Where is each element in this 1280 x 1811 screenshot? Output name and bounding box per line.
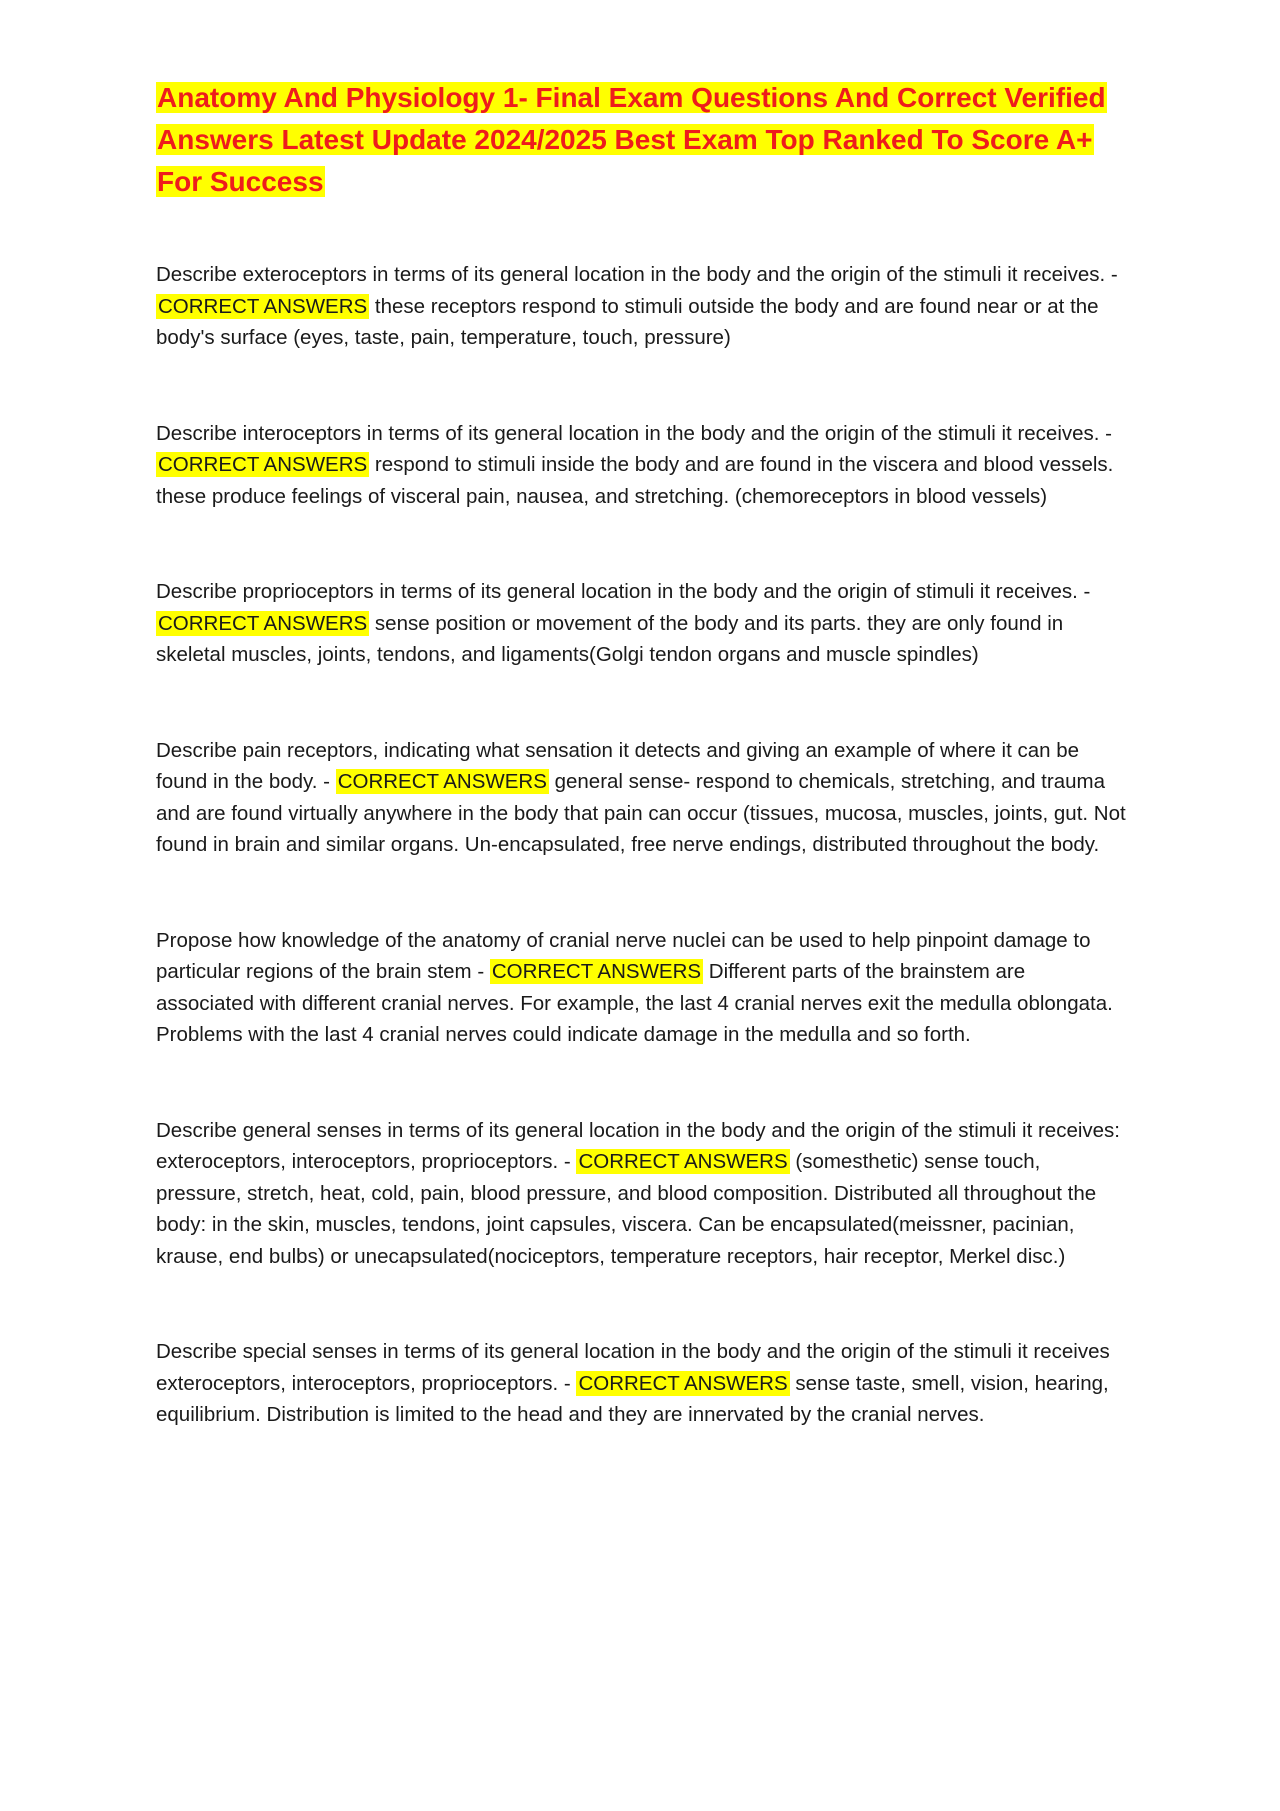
- document-title-text: Anatomy And Physiology 1- Final Exam Questions And Correct Verified Answers Latest Update 2024/2025 Best Exam Top Ranked To Score A+ For Success: [157, 82, 1106, 197]
- question-text: Propose how knowledge of the anatomy of cranial nerve nuclei can be used to help pinpoint damage to particular regions of the brain stem -: [156, 928, 1091, 983]
- answer-marker: CORRECT ANSWERS: [158, 294, 368, 318]
- answer-text: general sense- respond to chemicals, stretching, and trauma and are found virtually anywhere in the body that pain can occur (tissues, mucosa, muscles, joints, gut. Not found in brain and similar organs. Un-encapsulated, free nerve endings, distributed throughout the body.: [156, 770, 1126, 856]
- answer-marker: CORRECT ANSWERS: [578, 1150, 788, 1173]
- answer-marker: CORRECT ANSWERS: [158, 453, 368, 476]
- answer-text: sense position or movement of the body and its parts. they are only found in skeletal muscles, joints, tendons, and ligaments(Golgi tendon organs and muscle spindles): [156, 611, 1064, 666]
- question-text: Describe general senses in terms of its general location in the body and the origin of the stimuli it receives: exteroceptors, interoceptors, proprioceptors. -: [156, 1118, 1121, 1173]
- qa-item: [156, 259, 1128, 354]
- answer-text: these receptors respond to stimuli outside the body and are found near or at the body's surface (eyes, taste, pain, temperature, touch, pressure): [156, 294, 1099, 349]
- answer-marker: CORRECT ANSWERS: [578, 1371, 788, 1395]
- document-title: [156, 77, 1128, 203]
- answer-marker: CORRECT ANSWERS: [491, 960, 702, 983]
- qa-item: [156, 1115, 1128, 1273]
- qa-item: [156, 925, 1128, 1051]
- question-text: Describe pain receptors, indicating what sensation it detects and giving an example of where it can be found in the body. -: [156, 738, 1080, 793]
- qa-item: [156, 735, 1128, 861]
- document-content: [156, 77, 1128, 1495]
- question-text: Describe exteroceptors in terms of its general location in the body and the origin of the stimuli it receives. -: [156, 263, 1118, 286]
- question-text: Describe special senses in terms of its general location in the body and the origin of the stimuli it receives exteroceptors, interoceptors, proprioceptors. -: [156, 1340, 1110, 1395]
- answer-text: sense taste, smell, vision, hearing, equilibrium. Distribution is limited to the head and they are innervated by the cranial nerves.: [156, 1371, 1109, 1426]
- question-text: Describe proprioceptors in terms of its general location in the body and the origin of stimuli it receives. -: [156, 580, 1091, 603]
- question-text: Describe interoceptors in terms of its general location in the body and the origin of the stimuli it receives. -: [156, 421, 1112, 445]
- qa-item: [156, 576, 1128, 671]
- answer-marker: CORRECT ANSWERS: [337, 770, 547, 793]
- answer-marker: CORRECT ANSWERS: [158, 611, 368, 635]
- qa-item: [156, 418, 1128, 513]
- answer-text: Different parts of the brainstem are associated with different cranial nerves. For example, the last 4 cranial nerves exit the medulla oblongata. Problems with the last 4 cranial nerves could indicate damage in the medulla and so forth.: [156, 960, 1113, 1046]
- answer-text: (somesthetic) sense touch, pressure, stretch, heat, cold, pain, blood pressure, and blood composition. Distributed all throughout the body: in the skin, muscles, tendons, joint capsules, viscera. Can be encapsulated(meissner, pacinian, krause, end bulbs) or unecapsulated(nociceptors, temperature receptors, hair receptor, Merkel disc.): [156, 1150, 1097, 1268]
- qa-list: [156, 259, 1128, 1431]
- answer-text: respond to stimuli inside the body and are found in the viscera and blood vessels. these produce feelings of visceral pain, nausea, and stretching. (chemoreceptors in blood vessels): [156, 453, 1114, 508]
- qa-item: [156, 1336, 1128, 1431]
